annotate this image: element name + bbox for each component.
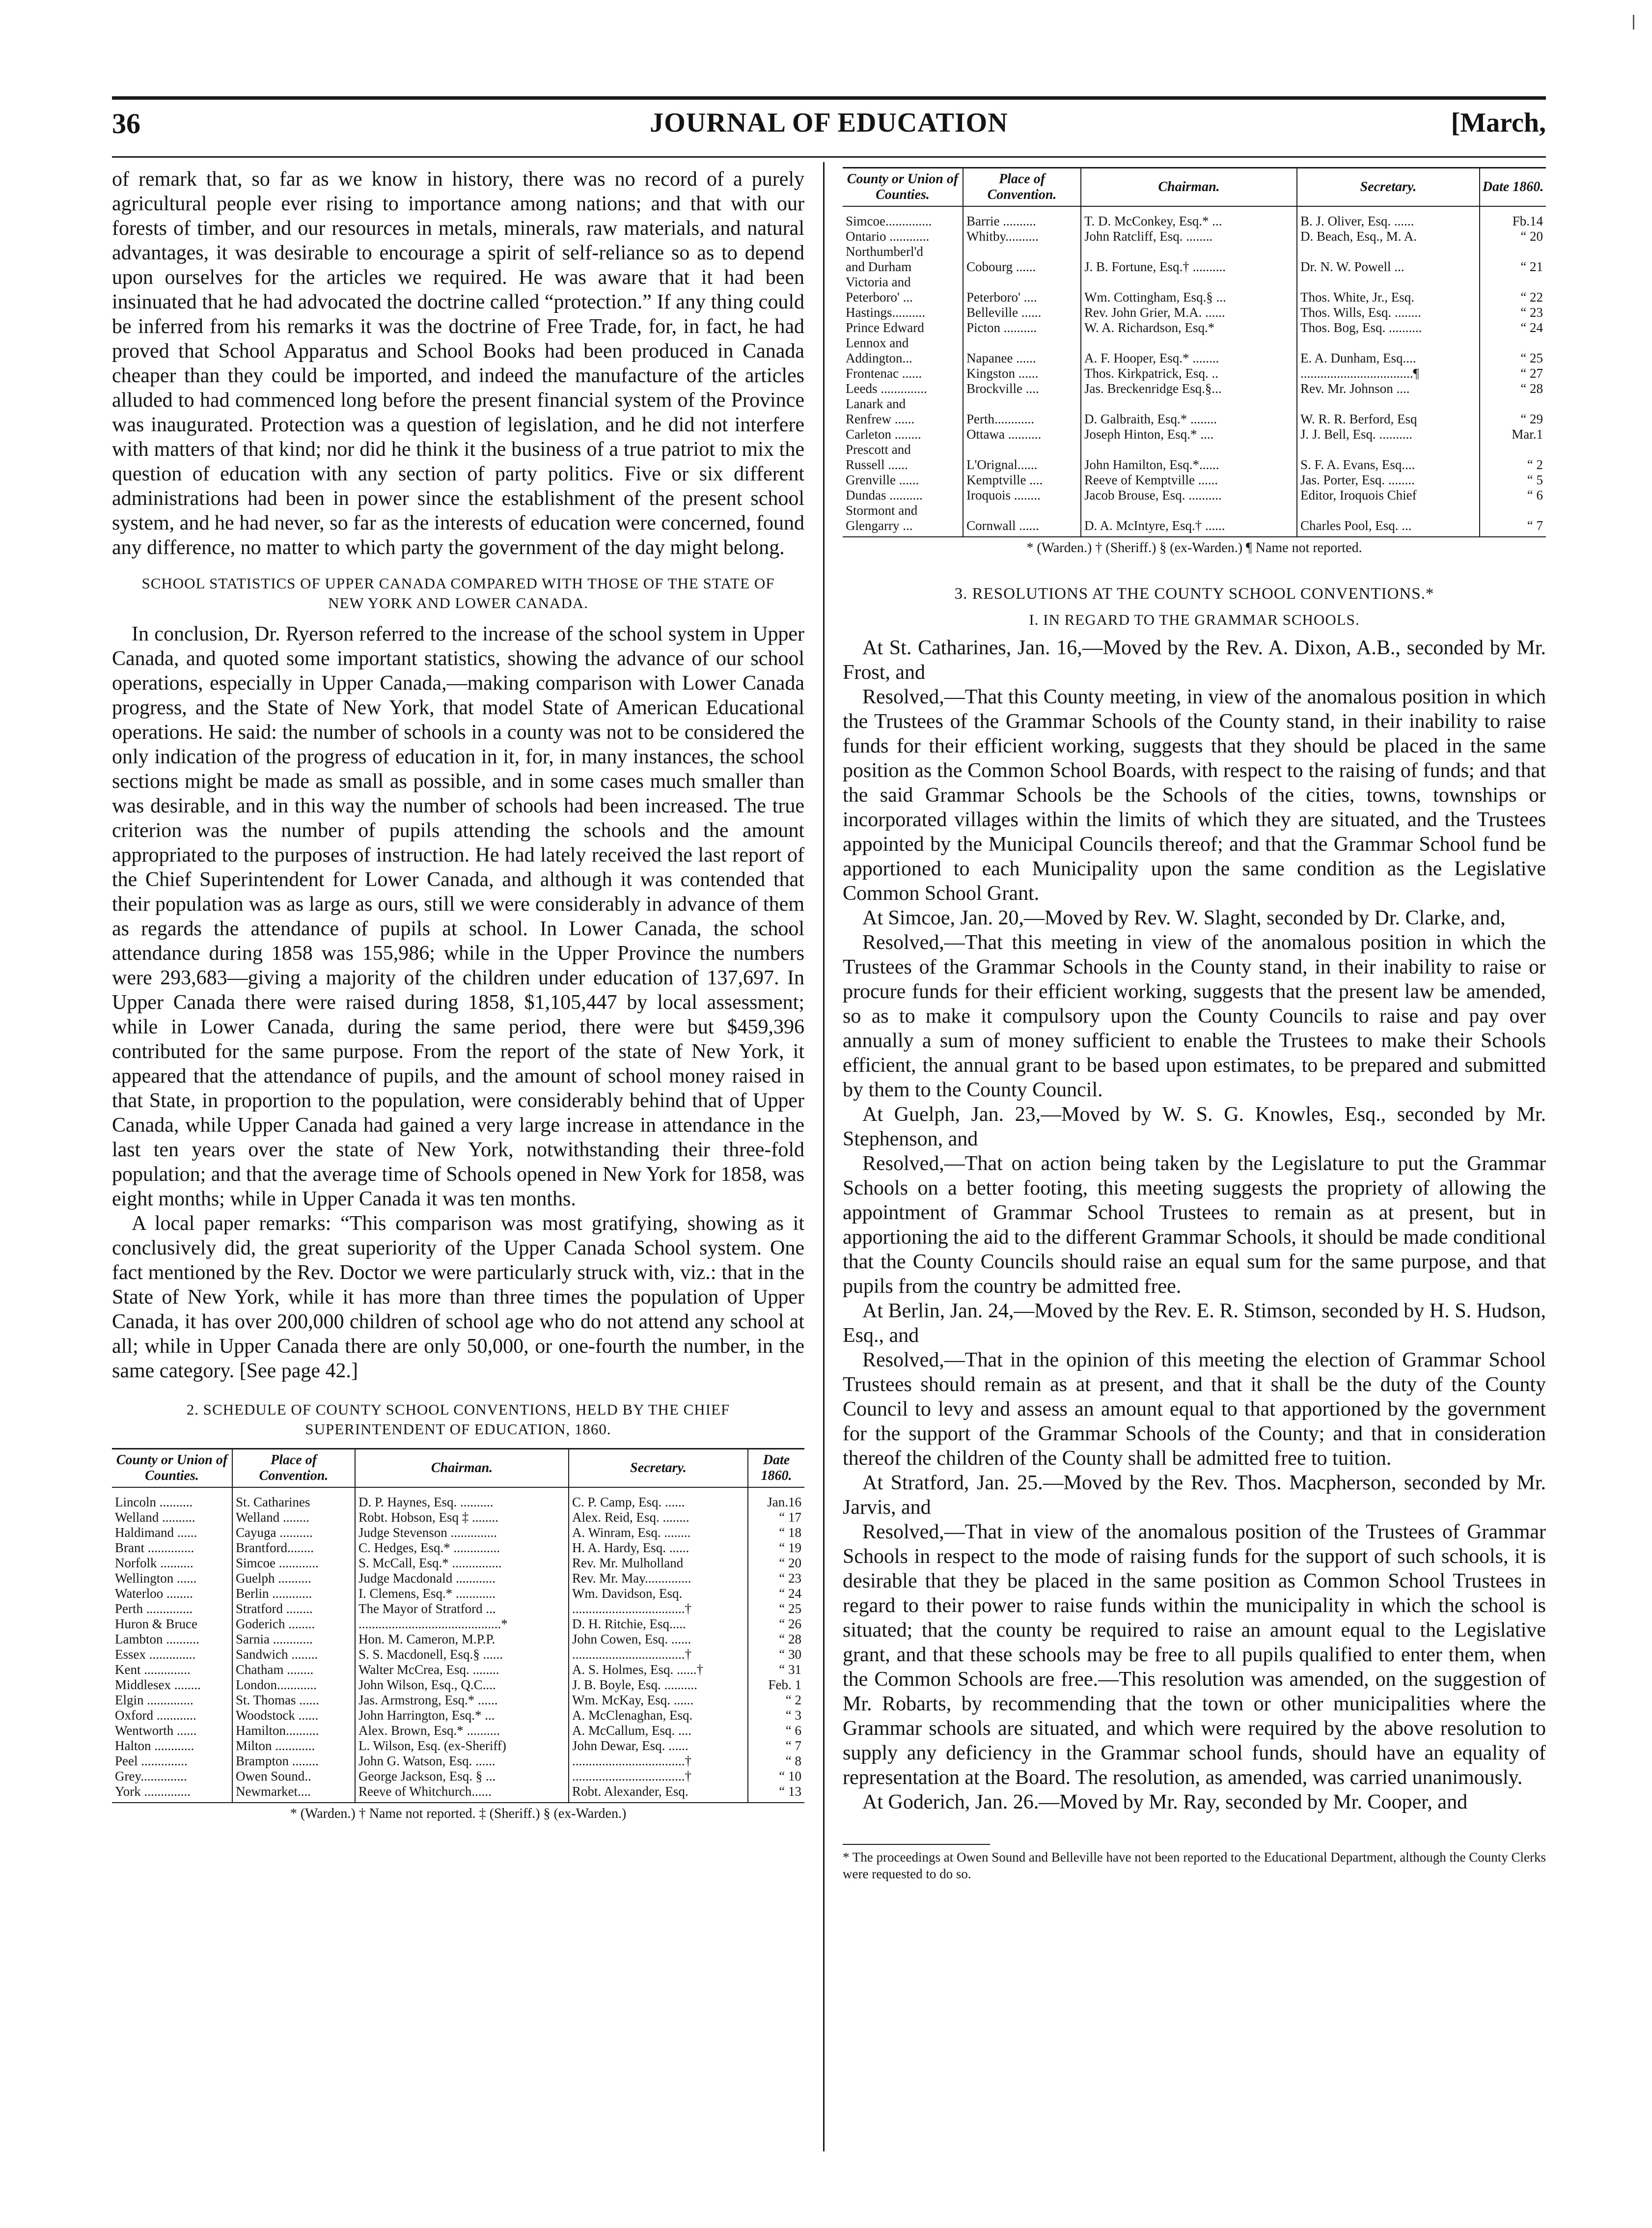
cell-county: Simcoe..............: [846, 214, 932, 228]
section-heading-schedule: 2. SCHEDULE OF COUNTY SCHOOL CONVENTIONS, HELD BY THE CHIEF SUPERINTENDENT OF EDUCATION, 1860.: [186, 1401, 730, 1438]
cell-place: Stratford ........: [232, 1601, 355, 1616]
cell-place: London............: [232, 1677, 355, 1693]
schedule-table-1: [112, 1448, 804, 1803]
cell-secretary: A. McClenaghan, Esq.: [569, 1708, 748, 1723]
cell-chairman: Jacob Brouse, Esq. ..........: [1081, 488, 1297, 503]
cell-chairman: Hon. M. Cameron, M.P.P.: [355, 1632, 569, 1647]
table-row: [843, 518, 1546, 537]
cell-secretary: Dr. N. W. Powell ...: [1297, 259, 1480, 275]
cell-chairman: John Harrington, Esq.* ...: [355, 1708, 569, 1723]
cell-county: Welland ..........: [115, 1510, 195, 1525]
table-header-row: [843, 168, 1546, 207]
cell-date: “ 19: [748, 1540, 804, 1556]
table-row: [843, 473, 1546, 488]
cell-chairman: Judge Macdonald ............: [355, 1571, 569, 1586]
cell-secretary: S. F. A. Evans, Esq....: [1297, 457, 1480, 473]
resolution-text: Resolved,—That on action being taken by the Legislature to put the Grammar Schools on a better footing, this meeting suggests the propriety of allowing the appointment of Grammar School Trustees to remain as at present, but in apportioning the aid to the different Grammar Schools, it should be made conditional that the County Councils should raise an equal sum for the same purpose, and that pupils from the country be admitted free.: [843, 1152, 1546, 1298]
col-header-date: Date 1860.: [1480, 168, 1546, 207]
table-row: [843, 259, 1546, 275]
cell-place: Brampton ........: [232, 1754, 355, 1769]
cell-secretary: Editor, Iroquois Chief: [1297, 488, 1480, 503]
table-row: [843, 381, 1546, 396]
resolution-text: Resolved,—That in the opinion of this meeting the election of Grammar School Trustees should remain as at present, and that it shall be the duty of the County Council to levy and assess an amount equal to that apportioned by the government for the support of the Grammar Schools of the County; and that in consideration thereof the children of the County shall be admitted free to tuition.: [843, 1349, 1546, 1470]
table-row: [843, 412, 1546, 427]
cell-chairman: Thos. Kirkpatrick, Esq. ..: [1081, 366, 1297, 381]
right-column: [843, 167, 1546, 1882]
cell-place: Brantford........: [232, 1540, 355, 1556]
cell-county: Ontario ............: [846, 229, 930, 244]
cell-date: Jan.16: [748, 1487, 804, 1510]
col-header-chairman: Chairman.: [355, 1449, 569, 1488]
cell-chairman: The Mayor of Stratford ...: [355, 1601, 569, 1616]
cell-county: Wentworth ......: [115, 1723, 197, 1738]
table-row: [112, 1754, 804, 1769]
cell-place: Welland ........: [232, 1510, 355, 1525]
cell-county: Stormont and: [846, 503, 918, 518]
resolution-intro-simcoe: At Simcoe, Jan. 20,—Moved by Rev. W. Slaght, seconded by Dr. Clarke, and,: [862, 907, 1506, 929]
paragraph-statistics: In conclusion, Dr. Ryerson referred to the increase of the school system in Upper Canada, and quoted some important statistics, showing the advance of our school operations, especially in Upper Canada,—making comparison with Lower Canada progress, and the State of New York, that model State of American Educational operations. He said: the number of schools in a county was not to be considered the only indication of the progress of education in it, for, in many instances, the school sections might be made as small as possible, and in some cases much smaller than was desirable, and in this way the number of schools had been increased. The true criterion was the number of pupils attending the schools and the amount appropriated to the purposes of instruction. He had lately received the last report of the Chief Superintendent for Lower Canada, and although it was contended that their population was as large as ours, still we were considerably in advance of them as regards the attendance of pupils at school. In Lower Canada, the school attendance during 1858 was 155,986; while in the Upper Province the numbers were 293,683—giving a majority of the children under education of 137,697. In Upper Canada there were raised during 1858, $1,105,447 by local assessment; while in Lower Canada, during the same period, there were but $459,396 contributed for the same purpose. From the report of the state of New York, it appeared that the attendance of pupils, and the amount of school money raised in that State, in proportion to the population, were considerably behind that of Upper Canada, while Upper Canada had gained a very large increase in attendance in the last ten years over the state of New York, notwithstanding their three-fold population; and that the average time of Schools opened in New York for 1858, was eight months; while in Upper Canada it was ten months.: [112, 623, 804, 1210]
cell-place: Guelph ..........: [232, 1571, 355, 1586]
cell-place: St. Thomas ......: [232, 1693, 355, 1708]
cell-secretary: [1297, 396, 1480, 412]
cell-secretary: ..................................†: [569, 1769, 748, 1784]
cell-place: Ottawa ..........: [963, 427, 1081, 442]
cell-county: Russell ......: [846, 457, 908, 472]
table-row: [112, 1677, 804, 1693]
cell-secretary: [1297, 503, 1480, 518]
cell-secretary: ..................................†: [569, 1754, 748, 1769]
resolution-text: Resolved,—That this meeting in view of the anomalous position in which the Trustees of the Grammar Schools in the County stand, in their inability to raise or procure funds for their efficient working, suggests that the present law be amended, so as to make it compulsory upon the County Councils to raise and pay over annually a sum of money sufficient to enable the Trustees to make their Schools efficient, the annual grant to be based upon estimates, to be prepared and submitted by them to the County Council.: [843, 931, 1546, 1101]
table-row: [112, 1693, 804, 1708]
cell-place: Cobourg ......: [963, 259, 1081, 275]
cell-county: Carleton ........: [846, 427, 921, 442]
cell-place: Brockville ....: [963, 381, 1081, 396]
cell-county: Addington...: [846, 351, 912, 365]
cell-chairman: Robt. Hobson, Esq ‡ ........: [355, 1510, 569, 1525]
table-row: [843, 488, 1546, 503]
cell-date: “ 26: [748, 1616, 804, 1632]
cell-secretary: Rev. Mr. Mulholland: [569, 1556, 748, 1571]
cell-chairman: [1081, 335, 1297, 351]
table-row: [112, 1525, 804, 1540]
cell-secretary: [1297, 275, 1480, 290]
cell-date: [1480, 244, 1546, 259]
table-row: [112, 1487, 804, 1510]
cell-county: Lincoln ..........: [115, 1495, 193, 1509]
table-row: [112, 1601, 804, 1616]
table-row: [112, 1632, 804, 1647]
cell-place: Woodstock ......: [232, 1708, 355, 1723]
table-row: [843, 427, 1546, 442]
cell-date: “ 20: [748, 1556, 804, 1571]
table-row: [843, 320, 1546, 335]
cell-chairman: Judge Stevenson ..............: [355, 1525, 569, 1540]
table-row: [843, 442, 1546, 457]
table-row: [843, 503, 1546, 518]
table-row: [112, 1586, 804, 1601]
cell-chairman: [1081, 244, 1297, 259]
cell-county: Huron & Bruce: [115, 1616, 197, 1631]
cell-county: Oxford ............: [115, 1708, 196, 1723]
cell-county: Lennox and: [846, 335, 909, 350]
table-row: [112, 1769, 804, 1784]
cell-place: Kemptville ....: [963, 473, 1081, 488]
resolution-text: Resolved,—That this County meeting, in view of the anomalous position in which the Trustees of the Grammar Schools of the County stand, in their inability to raise funds for their efficient working, suggests that they should be placed in the same position as the Common School Boards, with respect to the raising of funds; and that the said Grammar Schools be the Schools of the cities, towns, townships or incorporated villages within the limits of which they are situated, and the Trustees appointed by the Municipal Councils thereof; and that the Grammar School fund be apportioned to each Municipality upon the same condition as the Legislative Common School Grant.: [843, 686, 1546, 905]
cell-date: “ 7: [1480, 518, 1546, 537]
cell-place: Sandwich ........: [232, 1647, 355, 1662]
col-header-chairman: Chairman.: [1081, 168, 1297, 207]
table-row: [112, 1708, 804, 1723]
cell-place: [963, 442, 1081, 457]
cell-chairman: [1081, 503, 1297, 518]
cell-place: [963, 244, 1081, 259]
cell-date: Mar.1: [1480, 427, 1546, 442]
cell-chairman: John G. Watson, Esq. ......: [355, 1754, 569, 1769]
cell-chairman: John Ratcliff, Esq. ........: [1081, 229, 1297, 244]
cell-county: Northumberl'd: [846, 244, 923, 259]
cell-chairman: [1081, 275, 1297, 290]
cell-chairman: J. B. Fortune, Esq.† ..........: [1081, 259, 1297, 275]
cell-county: Middlesex ........: [115, 1677, 201, 1692]
cell-secretary: A. McCallum, Esq. ....: [569, 1723, 748, 1738]
cell-chairman: Walter McCrea, Esq. ........: [355, 1662, 569, 1677]
cell-date: “ 28: [1480, 381, 1546, 396]
cell-chairman: I. Clemens, Esq.* ............: [355, 1586, 569, 1601]
table-row: [112, 1616, 804, 1632]
table-body: [843, 206, 1546, 537]
cell-date: Fb.14: [1480, 206, 1546, 229]
cell-place: Picton ..........: [963, 320, 1081, 335]
cell-date: “ 8: [748, 1754, 804, 1769]
table-row: [843, 396, 1546, 412]
cell-place: Barrie ..........: [963, 206, 1081, 229]
cell-secretary: A. Winram, Esq. ........: [569, 1525, 748, 1540]
cell-secretary: Thos. Bog, Esq. ..........: [1297, 320, 1480, 335]
table-row: [112, 1647, 804, 1662]
cell-date: “ 27: [1480, 366, 1546, 381]
cell-date: “ 5: [1480, 473, 1546, 488]
cell-secretary: John Dewar, Esq. ......: [569, 1738, 748, 1754]
cell-county: Perth ..............: [115, 1601, 193, 1616]
cell-county: Leeds ..............: [846, 381, 927, 396]
cell-chairman: ...........................................*: [355, 1616, 569, 1632]
table-header-row: [112, 1449, 804, 1488]
cell-county: Essex ..............: [115, 1647, 196, 1662]
cell-place: Goderich ........: [232, 1616, 355, 1632]
section-heading-statistics: SCHOOL STATISTICS OF UPPER CANADA COMPARED WITH THOSE OF THE STATE OF NEW YORK AND LOWER CANADA.: [141, 575, 775, 612]
paragraph-local-paper: A local paper remarks: “This comparison was most gratifying, showing as it conclusively did, the great superiority of the Upper Canada School system. One fact mentioned by the Rev. Doctor we were particularly struck with, viz.: that in the State of New York, while it has more than three times the population of Upper Canada, it has over 200,000 children of school age who do not attend any school at all; while in Upper Canada there are only 50,000, or one-fourth the number, in the same category. [See page 42.]: [112, 1212, 804, 1382]
cell-secretary: W. R. R. Berford, Esq: [1297, 412, 1480, 427]
col-header-secretary: Secretary.: [1297, 168, 1480, 207]
cell-secretary: ..................................¶: [1297, 366, 1480, 381]
cell-county: Haldimand ......: [115, 1525, 197, 1540]
cell-date: Feb. 1: [748, 1677, 804, 1693]
cell-county: Frontenac ......: [846, 366, 922, 381]
cell-secretary: Wm. McKay, Esq. ......: [569, 1693, 748, 1708]
cell-place: Hamilton..........: [232, 1723, 355, 1738]
cell-date: “ 3: [748, 1708, 804, 1723]
table-row: [112, 1540, 804, 1556]
table-row: [843, 457, 1546, 473]
cell-secretary: Rev. Mr. Johnson ....: [1297, 381, 1480, 396]
cell-place: Belleville ......: [963, 305, 1081, 320]
cell-place: Berlin ............: [232, 1586, 355, 1601]
cell-county: Brant ..............: [115, 1540, 194, 1555]
cell-county: Prince Edward: [846, 320, 924, 335]
cell-place: Newmarket....: [232, 1784, 355, 1803]
cell-county: Kent ..............: [115, 1662, 191, 1677]
cell-secretary: John Cowen, Esq. ......: [569, 1632, 748, 1647]
table-row: [843, 335, 1546, 351]
table-row: [112, 1723, 804, 1738]
cell-date: [1480, 396, 1546, 412]
footnote: * The proceedings at Owen Sound and Belleville have not been reported to the Educational Department, although the County Clerks were requested to do so.: [843, 1850, 1546, 1881]
cell-secretary: D. H. Ritchie, Esq.....: [569, 1616, 748, 1632]
cell-county: York ..............: [112, 1784, 232, 1803]
cell-date: “ 23: [748, 1571, 804, 1586]
cell-county: Wellington ......: [115, 1571, 197, 1586]
resolution-intro-goderich: At Goderich, Jan. 26.—Moved by Mr. Ray, seconded by Mr. Cooper, and: [862, 1791, 1468, 1813]
cell-date: [1480, 442, 1546, 457]
journal-title: JOURNAL OF EDUCATION: [650, 108, 1008, 138]
cell-chairman: S. S. Macdonell, Esq.§ ......: [355, 1647, 569, 1662]
margin-mark: [1633, 15, 1634, 29]
cell-chairman: A. F. Hooper, Esq.* ........: [1081, 351, 1297, 366]
cell-date: [1480, 275, 1546, 290]
section-heading-resolutions: 3. RESOLUTIONS AT THE COUNTY SCHOOL CONVENTIONS.*: [954, 585, 1434, 603]
cell-county: and Durham: [846, 259, 912, 274]
cell-date: “ 25: [748, 1601, 804, 1616]
cell-county: Dundas ..........: [846, 488, 923, 502]
cell-secretary: Thos. Wills, Esq. ........: [1297, 305, 1480, 320]
resolution-intro-berlin: At Berlin, Jan. 24,—Moved by the Rev. E. R. Stimson, seconded by H. S. Hudson, Esq., and: [843, 1300, 1546, 1347]
cell-chairman: Joseph Hinton, Esq.* ....: [1081, 427, 1297, 442]
table-body: [112, 1487, 804, 1803]
cell-date: “ 20: [1480, 229, 1546, 244]
cell-date: “ 25: [1480, 351, 1546, 366]
cell-date: [1480, 335, 1546, 351]
cell-place: Iroquois ........: [963, 488, 1081, 503]
cell-secretary: H. A. Hardy, Esq. ......: [569, 1540, 748, 1556]
cell-place: Milton ............: [232, 1738, 355, 1754]
cell-date: “ 29: [1480, 412, 1546, 427]
cell-chairman: Jas. Breckenridge Esq.§...: [1081, 381, 1297, 396]
table-row: [112, 1556, 804, 1571]
cell-secretary: ..................................†: [569, 1647, 748, 1662]
cell-secretary: [1297, 442, 1480, 457]
cell-date: “ 22: [1480, 290, 1546, 305]
resolution-intro-stratford: At Stratford, Jan. 25.—Moved by the Rev. Thos. Macpherson, seconded by Mr. Jarvis, and: [843, 1472, 1546, 1519]
cell-date: “ 6: [748, 1723, 804, 1738]
cell-chairman: [1081, 396, 1297, 412]
cell-place: Whitby..........: [963, 229, 1081, 244]
cell-county: Lambton ..........: [115, 1632, 199, 1646]
cell-date: “ 23: [1480, 305, 1546, 320]
cell-county: Renfrew ......: [846, 412, 915, 426]
footnote-rule: [843, 1844, 990, 1845]
cell-county: Grey..............: [115, 1769, 187, 1783]
cell-county: Victoria and: [846, 275, 911, 289]
cell-chairman: George Jackson, Esq. § ...: [355, 1769, 569, 1784]
cell-chairman: S. McCall, Esq.* ...............: [355, 1556, 569, 1571]
cell-secretary: A. S. Holmes, Esq. ......†: [569, 1662, 748, 1677]
cell-date: “ 24: [1480, 320, 1546, 335]
cell-secretary: D. Beach, Esq., M. A.: [1297, 229, 1480, 244]
cell-chairman: Wm. Cottingham, Esq.§ ...: [1081, 290, 1297, 305]
cell-secretary: Thos. White, Jr., Esq.: [1297, 290, 1480, 305]
cell-secretary: B. J. Oliver, Esq. ......: [1297, 206, 1480, 229]
top-rule: [112, 96, 1546, 100]
cell-date: [1480, 503, 1546, 518]
table-row: [843, 290, 1546, 305]
cell-date: “ 21: [1480, 259, 1546, 275]
table1-legend: * (Warden.) † Name not reported. ‡ (Sheriff.) § (ex-Warden.): [290, 1806, 627, 1821]
cell-county: Elgin ..............: [115, 1693, 193, 1707]
table-row: [843, 229, 1546, 244]
cell-date: “ 7: [748, 1738, 804, 1754]
cell-place: Perth............: [963, 412, 1081, 427]
cell-secretary: ..................................†: [569, 1601, 748, 1616]
cell-chairman: Rev. John Grier, M.A. ......: [1081, 305, 1297, 320]
cell-chairman: Jas. Armstrong, Esq.* ......: [355, 1693, 569, 1708]
cell-place: Kingston ......: [963, 366, 1081, 381]
table-row: [112, 1738, 804, 1754]
cell-place: Chatham ........: [232, 1662, 355, 1677]
cell-secretary: Alex. Reid, Esq. ........: [569, 1510, 748, 1525]
cell-chairman: John Wilson, Esq., Q.C....: [355, 1677, 569, 1693]
cell-chairman: T. D. McConkey, Esq.* ...: [1081, 206, 1297, 229]
cell-county: Waterloo ........: [115, 1586, 193, 1601]
cell-date: “ 31: [748, 1662, 804, 1677]
cell-date: “ 2: [748, 1693, 804, 1708]
table-row: [112, 1510, 804, 1525]
cell-secretary: E. A. Dunham, Esq....: [1297, 351, 1480, 366]
cell-place: [963, 275, 1081, 290]
cell-chairman: [1081, 442, 1297, 457]
cell-county: Norfolk ..........: [115, 1556, 193, 1570]
cell-secretary: J. B. Boyle, Esq. ..........: [569, 1677, 748, 1693]
cell-date: “ 24: [748, 1586, 804, 1601]
cell-date: “ 2: [1480, 457, 1546, 473]
cell-place: Simcoe ............: [232, 1556, 355, 1571]
col-header-place: Place of Convention.: [232, 1449, 355, 1488]
table2-legend: * (Warden.) † (Sheriff.) § (ex-Warden.) ¶ Name not reported.: [1026, 540, 1362, 556]
cell-county: Hastings..........: [846, 305, 925, 320]
cell-place: Cayuga ..........: [232, 1525, 355, 1540]
cell-county: Lanark and: [846, 396, 906, 411]
table-row: [843, 275, 1546, 290]
cell-secretary: J. J. Bell, Esq. ..........: [1297, 427, 1480, 442]
cell-county: Peel ..............: [115, 1754, 188, 1768]
cell-secretary: Rev. Mr. May..............: [569, 1571, 748, 1586]
cell-county: Grenville ......: [846, 473, 919, 487]
cell-secretary: Robt. Alexander, Esq.: [569, 1784, 748, 1803]
col-header-place: Place of Convention.: [963, 168, 1081, 207]
cell-place: [963, 396, 1081, 412]
resolution-intro-st-catharines: At St. Catharines, Jan. 16,—Moved by the Rev. A. Dixon, A.B., seconded by Mr. Frost, and: [843, 637, 1546, 684]
cell-chairman: D. A. McIntyre, Esq.† ......: [1081, 518, 1297, 537]
table-row: [843, 366, 1546, 381]
col-header-secretary: Secretary.: [569, 1449, 748, 1488]
cell-secretary: Jas. Porter, Esq. ........: [1297, 473, 1480, 488]
page-number: 36: [112, 108, 140, 139]
cell-place: Napanee ......: [963, 351, 1081, 366]
cell-place: [963, 503, 1081, 518]
col-header-date: Date 1860.: [748, 1449, 804, 1488]
header-month: [March,: [1451, 108, 1546, 138]
col-header-county: County or Union of Counties.: [843, 168, 963, 207]
cell-secretary: Wm. Davidson, Esq.: [569, 1586, 748, 1601]
table-row: [112, 1784, 804, 1803]
table-row: [843, 305, 1546, 320]
resolution-text: Resolved,—That in view of the anomalous position of the Trustees of Grammar Schools in respect to the mode of raising funds for the support of such schools, it is desirable that they be placed in the same position as Common School Trustees in regard to their power to raise funds within the municipality in which the school is situated; that the county be required to raise an amount equal to the Legislative grant, and that these schools may be free to all pupils qualified to enter them, when the Common Schools are free.—This resolution was amended, on the suggestion of Mr. Robarts, by recommending that the town or other municipalities where the Grammar schools are situated, and which were required by the above resolution to supply any deficiency in the Grammar school funds, should have an equality of representation at the Board. The resolution, as amended, was carried unanimously.: [843, 1521, 1546, 1789]
cell-chairman: Reeve of Whitchurch......: [355, 1784, 569, 1803]
cell-secretary: [1297, 244, 1480, 259]
cell-date: “ 18: [748, 1525, 804, 1540]
cell-date: “ 28: [748, 1632, 804, 1647]
cell-chairman: D. P. Haynes, Esq. ..........: [355, 1487, 569, 1510]
cell-date: “ 6: [1480, 488, 1546, 503]
table-row: [112, 1571, 804, 1586]
table-row: [843, 351, 1546, 366]
cell-place: Owen Sound..: [232, 1769, 355, 1784]
subheading-grammar-schools: I. IN REGARD TO THE GRAMMAR SCHOOLS.: [1029, 611, 1360, 628]
cell-chairman: Reeve of Kemptville ......: [1081, 473, 1297, 488]
cell-chairman: John Hamilton, Esq.*......: [1081, 457, 1297, 473]
column-divider: [823, 162, 825, 2151]
cell-place: Sarnia ............: [232, 1632, 355, 1647]
cell-date: “ 30: [748, 1647, 804, 1662]
cell-place: Cornwall ......: [963, 518, 1081, 537]
cell-place: Peterboro' ....: [963, 290, 1081, 305]
cell-secretary: Charles Pool, Esq. ...: [1297, 518, 1480, 537]
cell-date: “ 17: [748, 1510, 804, 1525]
paragraph-protection: of remark that, so far as we know in history, there was no record of a purely agricultural people ever rising to importance among nations; and that with our forests of timber, and our resources in metals, minerals, raw materials, and natural advantages, it was desirable to encourage a spirit of self-reliance so as to depend upon ourselves for the articles we required. He was aware that it had been insinuated that he had advocated the doctrine called “protection.” If any thing could be inferred from his remarks it was the doctrine of Free Trade, for, in fact, he had proved that School Apparatus and School Books had been produced in Canada cheaper than they could be imported, and indeed the manufacture of the articles alluded to had commenced long before the present financial system of the Province was inaugurated. Protection was a question of legislation, and he did not interfere with matters of that kind; nor did he think it the business of a true patriot to mix the question of education with any section of party politics. Five or six different administrations had been in power since the establishment of the present school system, and he had never, so far as the interests of education were concerned, found any difference, no matter to which party the government of the day might belong.: [112, 168, 804, 559]
header-rule: [112, 156, 1546, 158]
cell-date: “ 10: [748, 1769, 804, 1784]
cell-place: St. Catharines: [232, 1487, 355, 1510]
cell-secretary: [1297, 335, 1480, 351]
cell-chairman: W. A. Richardson, Esq.*: [1081, 320, 1297, 335]
schedule-table-2: [843, 167, 1546, 537]
cell-chairman: C. Hedges, Esq.* ..............: [355, 1540, 569, 1556]
cell-chairman: Alex. Brown, Esq.* ..........: [355, 1723, 569, 1738]
resolution-intro-guelph: At Guelph, Jan. 23,—Moved by W. S. G. Knowles, Esq., seconded by Mr. Stephenson, and: [843, 1103, 1546, 1150]
col-header-county: County or Union of Counties.: [112, 1449, 232, 1488]
cell-secretary: C. P. Camp, Esq. ......: [569, 1487, 748, 1510]
cell-county: Halton ............: [115, 1738, 194, 1753]
cell-county: Peterboro' ...: [846, 290, 913, 305]
cell-chairman: L. Wilson, Esq. (ex-Sheriff): [355, 1738, 569, 1754]
left-column: [112, 167, 804, 1822]
cell-place: L'Orignal......: [963, 457, 1081, 473]
table-row: [843, 206, 1546, 229]
page-header: [112, 107, 1546, 146]
cell-county: Prescott and: [846, 442, 911, 457]
cell-place: [963, 335, 1081, 351]
cell-county: Glengarry ...: [843, 518, 963, 537]
cell-date: “ 13: [748, 1784, 804, 1803]
cell-chairman: D. Galbraith, Esq.* ........: [1081, 412, 1297, 427]
table-row: [843, 244, 1546, 259]
table-row: [112, 1662, 804, 1677]
